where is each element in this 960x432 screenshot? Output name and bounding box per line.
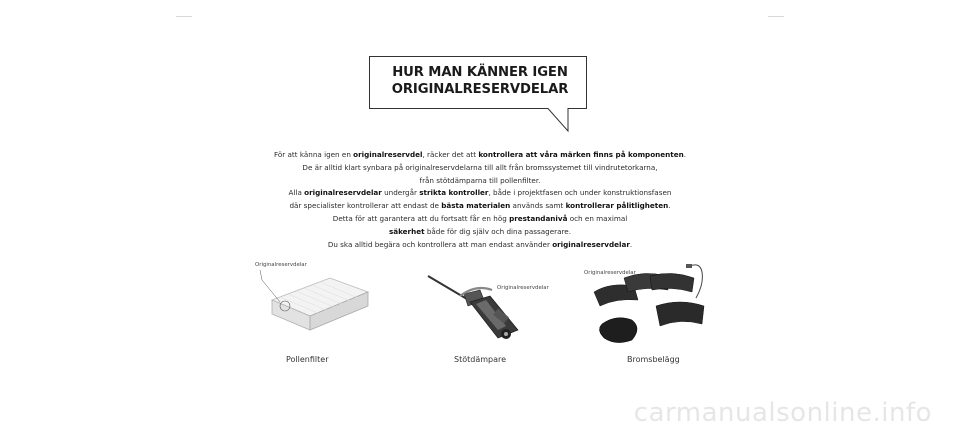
title-line-2: ORIGINALRESERVDELAR	[391, 82, 569, 97]
brake-pads-caption: Bromsbelägg	[627, 355, 680, 364]
shock-absorber-callout: Originalreservdelar	[497, 285, 549, 291]
watermark: carmanualsonline.info	[633, 398, 932, 428]
text-line: där specialister kontrollerar att endast de bästa materialen används samt kontrollerar pålitligheten.	[289, 201, 671, 211]
text-line: Du ska alltid begära och kontrollera att man endast använder originalreservdelar.	[327, 239, 633, 249]
text-line: För att känna igen en originalreservdel, räcker det att kontrollera att våra märken finns på komponenten.	[274, 150, 686, 159]
brake-pads-image	[580, 264, 730, 350]
title-line-1: HUR MAN KÄNNER IGEN	[392, 65, 568, 80]
pollen-filter-caption: Pollenfilter	[286, 355, 329, 364]
text-line: Alla originalreservdelar undergår strikta kontroller, både i projektfasen och under konstruktionsfasen	[288, 188, 672, 198]
brake-pads-callout: Originalreservdelar	[584, 270, 636, 276]
text-line: De är alltid klart synbara på originalreservdelarna till allt från bromssystemet till vindrutetorkarna,	[302, 162, 658, 172]
page-title	[372, 64, 588, 98]
shock-absorber-image	[420, 272, 540, 350]
text-line: från stötdämparna till pollenfilter.	[419, 175, 541, 185]
text-line: säkerhet både för dig själv och dina passagerare.	[388, 226, 572, 236]
pollen-filter-callout: Originalreservdelar	[255, 262, 307, 268]
shock-absorber-caption: Stötdämpare	[454, 355, 507, 364]
intro-paragraph	[230, 149, 730, 251]
text-line: Detta för att garantera att du fortsatt får en hög prestandanivå och en maximal	[332, 213, 628, 223]
pollen-filter-image	[250, 258, 380, 338]
